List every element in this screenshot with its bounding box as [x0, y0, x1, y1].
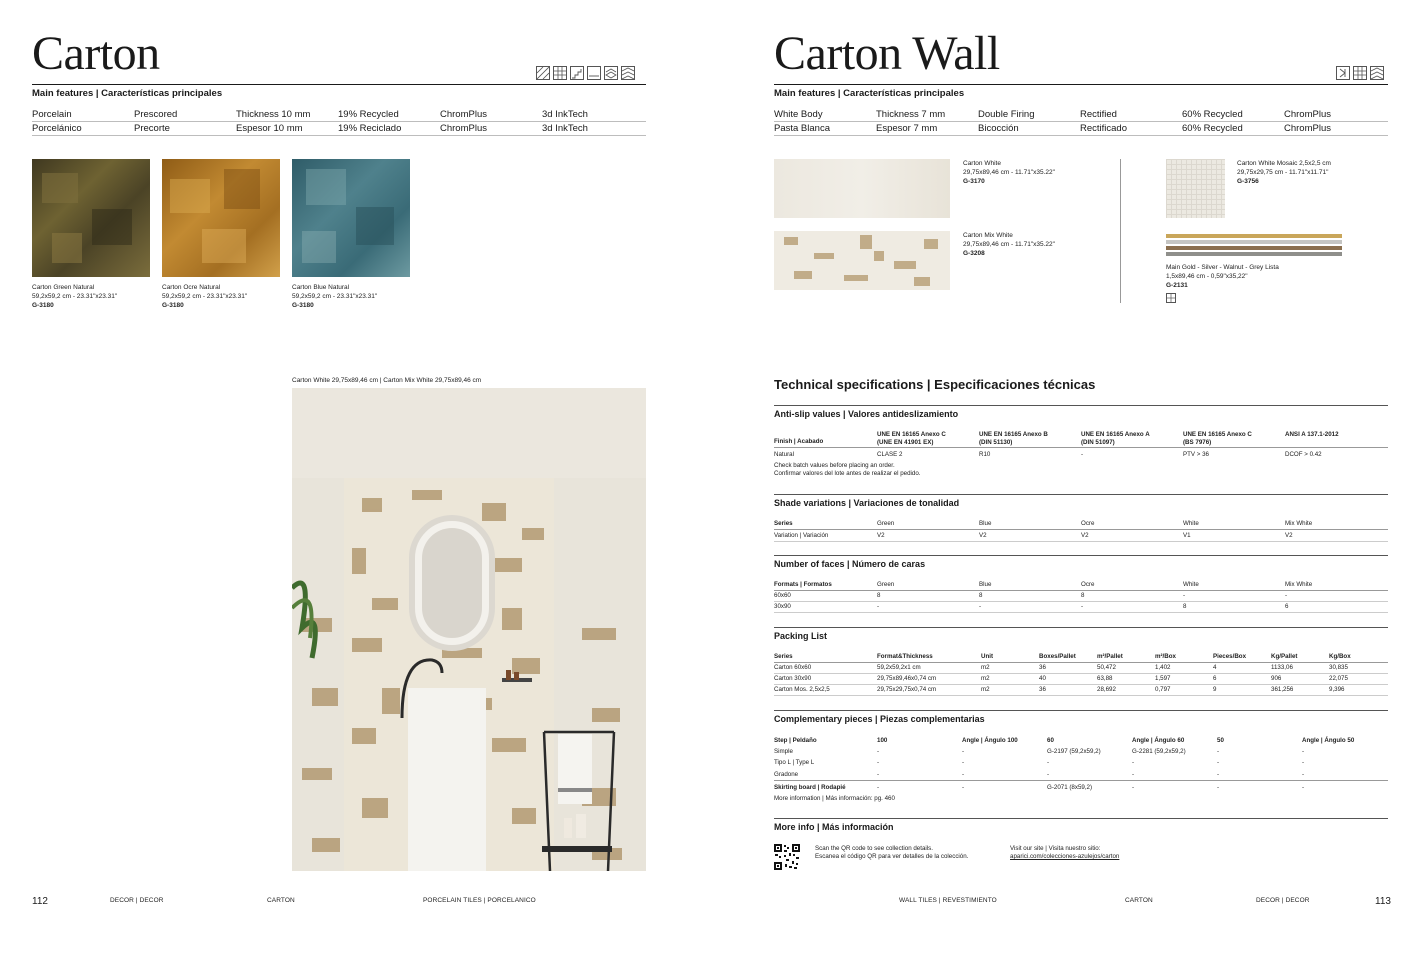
antislip-header: ANSI A 137.1-2012 [1285, 431, 1339, 438]
comp-header: Step | Peldaño [774, 737, 817, 744]
comp-note: More information | Más información: pg. 460 [774, 795, 895, 802]
chevron-pattern-icon [621, 66, 635, 80]
comp-header: 50 [1217, 737, 1224, 744]
grid-icon [553, 66, 567, 80]
comp-cell: - [962, 748, 965, 755]
packing-cell: 40 [1039, 675, 1046, 682]
divider [32, 121, 646, 122]
packing-cell: m2 [981, 686, 990, 693]
table-rule [774, 684, 1388, 685]
table-rule [774, 662, 1388, 663]
feature: Porcelain [32, 109, 72, 120]
comp-cell: - [1132, 759, 1135, 766]
feature: Rectificado [1080, 123, 1127, 134]
swatch-caption [32, 283, 117, 310]
antislip-header: UNE EN 16165 Anexo C (UNE EN 41901 EX) [877, 431, 946, 446]
footer-collection: CARTON [267, 897, 295, 904]
page-title: Carton [32, 27, 160, 80]
comp-cell: G-2071 (8x59,2) [1047, 784, 1093, 791]
swatch-caption [292, 283, 377, 310]
title-rule [774, 84, 1388, 85]
antislip-header: UNE EN 16165 Anexo C (BS 7976) [1183, 431, 1252, 446]
feature: White Body [774, 109, 823, 120]
product-caption [963, 231, 1055, 258]
swatch-code: G-3180 [162, 302, 184, 309]
footer-section: DECOR | DECOR [110, 897, 164, 904]
feature: 3d InkTech [542, 123, 588, 134]
lista-gold [1166, 234, 1342, 238]
comp-cell: Simple [774, 748, 793, 755]
features-row-en [32, 109, 644, 120]
feature: Thickness 7 mm [876, 109, 946, 120]
right-page [710, 0, 1420, 968]
comp-cell: Gradone [774, 771, 799, 778]
feature: Precorte [134, 123, 170, 134]
features-row-en [774, 109, 1386, 120]
feature: 19% Reciclado [338, 123, 402, 134]
packing-cell: 906 [1271, 675, 1282, 682]
product-code: G-3756 [1237, 178, 1259, 185]
comp-cell: - [877, 771, 880, 778]
swatch-size: 59,2x59,2 cm - 23.31"x23.31" [292, 293, 378, 300]
table-rule [774, 447, 1388, 448]
main-features-label: Main features | Características principales [32, 88, 223, 99]
product-name: Carton White Mosaic 2,5x2,5 cm [1237, 160, 1331, 167]
feature: Prescored [134, 109, 178, 120]
faces-cell: - [1081, 603, 1084, 610]
lista-grey [1166, 252, 1342, 256]
layers-icon [604, 66, 618, 80]
faces-cell: 8 [979, 592, 983, 599]
small-pattern-icon [1166, 293, 1176, 303]
qr-code-icon[interactable] [774, 844, 800, 870]
feature-icons [536, 66, 635, 80]
product-name: Carton Mix White [963, 232, 1013, 239]
comp-header: Angle | Ángulo 60 [1132, 737, 1185, 744]
feature: Rectified [1080, 109, 1117, 120]
feature: 60% Recycled [1182, 123, 1243, 134]
chevron-pattern-icon [1370, 66, 1384, 80]
packing-header: m²/Box [1155, 653, 1176, 660]
diagonal-pattern-icon [536, 66, 550, 80]
feature: Pasta Blanca [774, 123, 830, 134]
faces-cell: 8 [1183, 603, 1187, 610]
packing-header: Pieces/Box [1213, 653, 1247, 660]
packing-cell: 29,75x89,46x0,74 cm [877, 675, 937, 682]
faces-header: Blue [979, 581, 992, 588]
product-caption [1166, 263, 1279, 290]
faces-cell: 8 [1081, 592, 1085, 599]
faces-cell: 30x90 [774, 603, 791, 610]
faces-header: Ocre [1081, 581, 1095, 588]
swatch-ocre [162, 159, 280, 277]
bathroom-photo [292, 388, 646, 871]
feature: Porcelánico [32, 123, 82, 134]
packing-cell: Carton 30x90 [774, 675, 812, 682]
product-name: Carton White [963, 160, 1001, 167]
table-rule [774, 601, 1388, 602]
faces-cell: - [1285, 592, 1288, 599]
packing-cell: 4 [1213, 664, 1217, 671]
product-code: G-3170 [963, 178, 985, 185]
comp-cell: - [1217, 784, 1220, 791]
section-rule [774, 627, 1388, 628]
table-rule [774, 673, 1388, 674]
packing-cell: Carton 60x60 [774, 664, 812, 671]
table-rule [774, 695, 1388, 696]
feature-icons [1336, 66, 1384, 80]
complementary-title: Complementary pieces | Piezas complementarias [774, 714, 985, 724]
features-row-es [32, 123, 644, 134]
product-size: 1,5x89,46 cm - 0,59"x35,22" [1166, 273, 1248, 280]
packing-header: Series [774, 653, 793, 660]
divider [774, 121, 1388, 122]
comp-header: 60 [1047, 737, 1054, 744]
antislip-header: UNE EN 16165 Anexo A (DIN 51097) [1081, 431, 1150, 446]
feature: 3d InkTech [542, 109, 588, 120]
comp-cell: G-2197 (59,2x59,2) [1047, 748, 1101, 755]
comp-cell: G-2281 (59,2x59,2) [1132, 748, 1186, 755]
shade-cell: V2 [979, 532, 987, 539]
section-rule [774, 494, 1388, 495]
packing-cell: 0,797 [1155, 686, 1171, 693]
packing-cell: 29,75x29,75x0,74 cm [877, 686, 937, 693]
packing-cell: 1133,06 [1271, 664, 1293, 671]
packing-header: Unit [981, 653, 994, 660]
photo-caption: Carton White 29,75x89,46 cm | Carton Mix White 29,75x89,46 cm [292, 377, 482, 384]
packing-header: m²/Pallet [1097, 653, 1123, 660]
comp-cell: - [1302, 771, 1305, 778]
product-code: G-2131 [1166, 282, 1188, 289]
footer-category: PORCELAIN TILES | PORCELANICO [423, 897, 536, 904]
packing-header: Boxes/Pallet [1039, 653, 1076, 660]
grid-icon [1353, 66, 1367, 80]
antislip-cell: PTV > 36 [1183, 451, 1209, 458]
table-rule [774, 590, 1388, 591]
lista-silver [1166, 240, 1342, 244]
faces-cell: 6 [1285, 603, 1289, 610]
comp-cell: - [962, 759, 965, 766]
product-caption [963, 159, 1055, 186]
main-features-label: Main features | Características principales [774, 88, 965, 99]
table-rule [774, 529, 1388, 530]
packing-cell: 9 [1213, 686, 1217, 693]
product-caption [1237, 159, 1331, 186]
page-number: 112 [32, 896, 48, 907]
feature: Espesor 7 mm [876, 123, 938, 134]
antislip-note: Check batch values before placing an order. [774, 462, 895, 469]
shade-header: Blue [979, 520, 992, 527]
faces-header: Mix White [1285, 581, 1313, 588]
antislip-note: Confirmar valores del lote antes de realizar el pedido. [774, 470, 921, 477]
feature: ChromPlus [1284, 123, 1331, 134]
packing-cell: 1,402 [1155, 664, 1171, 671]
section-rule [774, 818, 1388, 819]
packing-cell: 63,88 [1097, 675, 1113, 682]
antislip-title: Anti-slip values | Valores antideslizamiento [774, 409, 959, 419]
swatch-size: 59,2x59,2 cm - 23.31"x23.31" [32, 293, 118, 300]
shade-cell: Variation | Variación [774, 532, 829, 539]
packing-cell: 9,396 [1329, 686, 1345, 693]
faces-header: White [1183, 581, 1199, 588]
comp-header: 100 [877, 737, 888, 744]
antislip-cell: DCOF > 0.42 [1285, 451, 1322, 458]
comp-cell: - [877, 784, 880, 791]
product-carton-white [774, 159, 950, 218]
shade-header: Mix White [1285, 520, 1313, 527]
antislip-cell: CLASE 2 [877, 451, 903, 458]
faces-header: Green [877, 581, 895, 588]
site-link[interactable]: aparici.com/colecciones-azulejos/carton [1010, 853, 1120, 860]
table-rule [774, 541, 1388, 542]
section-rule [774, 405, 1388, 406]
packing-cell: 361,256 [1271, 686, 1294, 693]
vertical-divider [1120, 159, 1121, 303]
comp-cell: Tipo L | Type L [774, 759, 815, 766]
packing-cell: 28,692 [1097, 686, 1116, 693]
footer-category: WALL TILES | REVESTIMIENTO [899, 897, 997, 904]
packing-cell: 59,2x59,2x1 cm [877, 664, 921, 671]
faces-cell: 8 [877, 592, 881, 599]
packing-cell: 36 [1039, 664, 1046, 671]
shade-cell: V2 [877, 532, 885, 539]
product-size: 29,75x29,75 cm - 11.71"x11.71" [1237, 169, 1329, 176]
comp-cell: - [1302, 759, 1305, 766]
packing-cell: 6 [1213, 675, 1217, 682]
comp-cell: - [962, 784, 965, 791]
feature: ChromPlus [1284, 109, 1331, 120]
product-name: Main Gold - Silver - Walnut - Grey Lista [1166, 264, 1279, 271]
comp-cell: - [1047, 759, 1050, 766]
antislip-cell: R10 [979, 451, 991, 458]
antislip-header: Finish | Acabado [774, 438, 824, 445]
feature: Espesor 10 mm [236, 123, 303, 134]
faces-cell: 60x60 [774, 592, 791, 599]
shade-title: Shade variations | Variaciones de tonalidad [774, 498, 960, 508]
feature: Thickness 10 mm [236, 109, 311, 120]
comp-cell: - [1217, 748, 1220, 755]
section-rule [774, 555, 1388, 556]
comp-header: Angle | Ángulo 50 [1302, 737, 1355, 744]
packing-cell: 1,597 [1155, 675, 1171, 682]
packing-title: Packing List [774, 631, 828, 641]
packing-cell: 36 [1039, 686, 1046, 693]
visit-text: Visit our site | Visita nuestro sitio: [1010, 845, 1101, 852]
divider [32, 135, 646, 136]
comp-cell: - [1132, 784, 1135, 791]
packing-cell: 22,075 [1329, 675, 1348, 682]
packing-header: Kg/Box [1329, 653, 1351, 660]
title-rule [32, 84, 646, 85]
comp-cell: - [1217, 771, 1220, 778]
product-carton-mix-white [774, 231, 950, 290]
shade-cell: V1 [1183, 532, 1191, 539]
swatch-name: Carton Green Natural [32, 284, 95, 291]
swatch-code: G-3180 [292, 302, 314, 309]
features-row-es [774, 123, 1386, 134]
product-size: 29,75x89,46 cm - 11.71"x35.22" [963, 169, 1055, 176]
divider [774, 135, 1388, 136]
product-size: 29,75x89,46 cm - 11.71"x35.22" [963, 241, 1055, 248]
comp-cell: - [1217, 759, 1220, 766]
packing-cell: Carton Mos. 2,5x2,5 [774, 686, 830, 693]
shade-header: Green [877, 520, 895, 527]
swatch-blue [292, 159, 410, 277]
page-number: 113 [1375, 896, 1391, 907]
swatch-code: G-3180 [32, 302, 54, 309]
lista-walnut [1166, 246, 1342, 250]
swatch-name: Carton Blue Natural [292, 284, 350, 291]
faces-header: Formats | Formatos [774, 581, 832, 588]
scan-text: Scan the QR code to see collection details. [815, 845, 933, 852]
swatch-green [32, 159, 150, 277]
antislip-cell: Natural [774, 451, 794, 458]
comp-cell: - [1132, 771, 1135, 778]
faces-cell: - [877, 603, 880, 610]
product-code: G-3208 [963, 250, 985, 257]
swatch-size: 59,2x59,2 cm - 23.31"x23.31" [162, 293, 248, 300]
packing-header: Kg/Pallet [1271, 653, 1298, 660]
feature: ChromPlus [440, 109, 487, 120]
packing-cell: m2 [981, 664, 990, 671]
faces-cell: - [979, 603, 982, 610]
packing-cell: 30,835 [1329, 664, 1348, 671]
shade-header: Ocre [1081, 520, 1095, 527]
feature: 19% Recycled [338, 109, 399, 120]
comp-cell: - [1302, 748, 1305, 755]
table-rule [774, 612, 1388, 613]
comp-cell: - [877, 748, 880, 755]
antislip-cell: - [1081, 451, 1084, 458]
comp-cell: - [1047, 771, 1050, 778]
packing-cell: m2 [981, 675, 990, 682]
feature: 60% Recycled [1182, 109, 1243, 120]
footer-section: DECOR | DECOR [1256, 897, 1310, 904]
faces-title: Number of faces | Número de caras [774, 559, 926, 569]
feature: Bicocción [978, 123, 1019, 134]
swatch-caption [162, 283, 247, 310]
shade-header: White [1183, 520, 1199, 527]
packing-cell: 50,472 [1097, 664, 1116, 671]
floor-icon [587, 66, 601, 80]
scan-text: Escanea el código QR para ver detalles de la colección. [815, 853, 969, 860]
product-mosaic [1166, 159, 1225, 218]
faces-cell: - [1183, 592, 1186, 599]
rectified-icon [1336, 66, 1350, 80]
shade-header: Series [774, 520, 793, 527]
comp-cell: - [877, 759, 880, 766]
feature: Double Firing [978, 109, 1035, 120]
section-rule [774, 710, 1388, 711]
comp-cell: Skirting board | Rodapié [774, 784, 846, 791]
swatch-name: Carton Ocre Natural [162, 284, 221, 291]
table-rule [774, 780, 1388, 781]
comp-header: Angle | Ángulo 100 [962, 737, 1018, 744]
antislip-header: UNE EN 16165 Anexo B (DIN 51130) [979, 431, 1048, 446]
footer-collection: CARTON [1125, 897, 1153, 904]
page-title: Carton Wall [774, 27, 1000, 80]
packing-header: Format&Thickness [877, 653, 933, 660]
more-info-title: More info | Más información [774, 822, 894, 832]
comp-cell: - [1302, 784, 1305, 791]
stairs-icon [570, 66, 584, 80]
shade-cell: V2 [1285, 532, 1293, 539]
shade-cell: V2 [1081, 532, 1089, 539]
feature: ChromPlus [440, 123, 487, 134]
comp-cell: - [962, 771, 965, 778]
tech-specs-title: Technical specifications | Especificaciones técnicas [774, 377, 1096, 392]
